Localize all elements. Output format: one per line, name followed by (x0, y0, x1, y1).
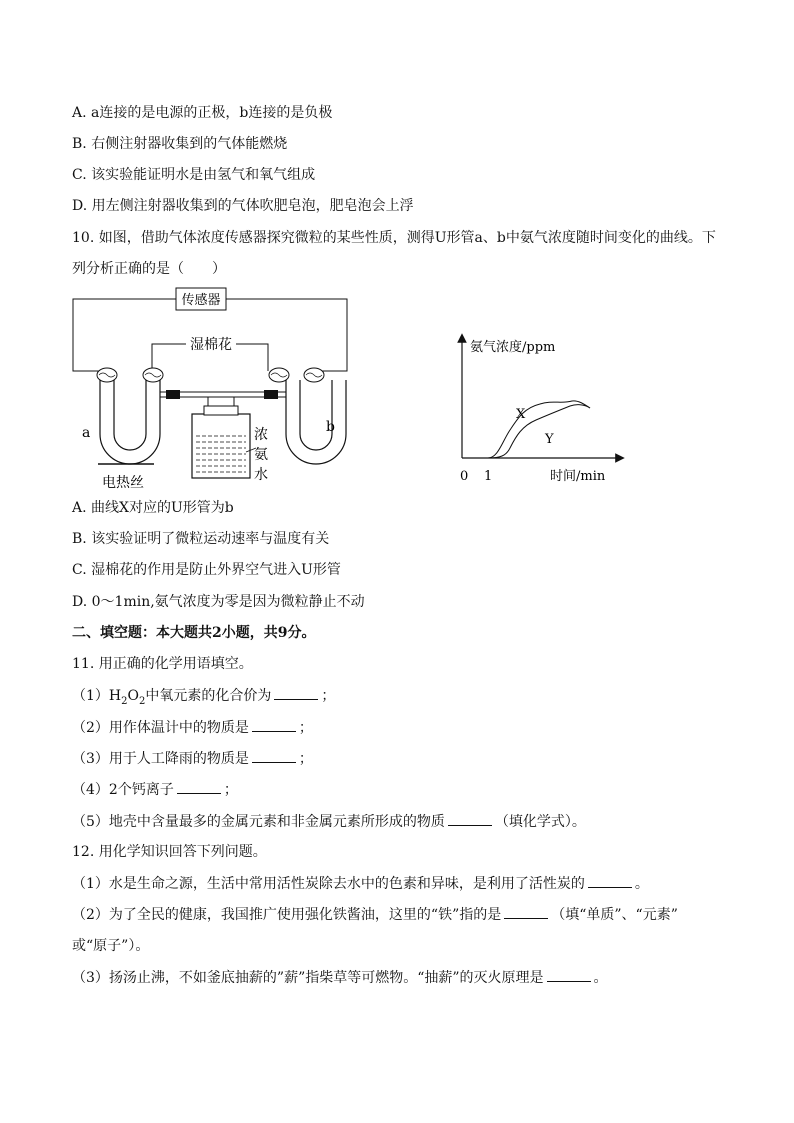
curve-y-label: Y (545, 432, 554, 447)
tick-1-label: 1 (484, 469, 493, 484)
answer-blank (588, 874, 632, 888)
q12-stem: 12. 用化学知识回答下列问题。 (72, 844, 267, 860)
ammonia-bottle (192, 414, 250, 478)
label-a: a (82, 425, 91, 441)
section-2-heading: 二、填空题：本大题共2小题，共9分。 (72, 625, 316, 641)
answer-blank (177, 780, 221, 794)
u-tube-b (286, 380, 346, 464)
curve-y (488, 405, 590, 458)
q9-option-c: C. 该实验能证明水是由氢气和氧气组成 (72, 167, 316, 183)
concentration-chart (452, 330, 632, 490)
q12-part-2: （2）为了全民的健康，我国推广使用强化铁酱油，这里的“铁”指的是 （填“单质”、“元素” (72, 907, 678, 923)
ammonia-label-2: 氨 (254, 447, 268, 463)
q10-option-c: C. 湿棉花的作用是防止外界空气进入U形管 (72, 562, 341, 578)
q10-stem-line1: 10. 如图，借助气体浓度传感器探究微粒的某些性质，测得U形管a、b中氨气浓度随时间变化的曲线。下 (72, 230, 716, 246)
answer-blank (252, 749, 296, 763)
answer-blank (504, 905, 548, 919)
q10-stem-line2: 列分析正确的是（ ） (72, 261, 226, 277)
q10-option-d: D. 0～1min,氨气浓度为零是因为微粒静止不动 (72, 594, 365, 610)
q9-option-d: D. 用左侧注射器收集到的气体吹肥皂泡，肥皂泡会上浮 (72, 198, 414, 214)
q11-stem: 11. 用正确的化学用语填空。 (72, 656, 253, 672)
q10-option-a: A. 曲线X对应的U形管为b (72, 500, 234, 516)
apparatus-figure (68, 284, 368, 494)
q11-part-1: $(1)H_2O_2$中氧元素的化合价为 ； (72, 688, 336, 707)
answer-blank (274, 686, 318, 700)
q12-part-1: （1）水是生命之源，生活中常用活性炭除去水中的色素和异味，是利用了活性炭的 。 (72, 876, 649, 892)
y-axis-label: 氨气浓度/ppm (470, 340, 556, 355)
label-b: b (326, 419, 335, 435)
cotton-label: 湿棉花 (190, 337, 232, 353)
answer-blank (448, 812, 492, 826)
answer-blank (547, 968, 591, 982)
q11-part-5: （5）地壳中含量最多的金属元素和非金属元素所形成的物质 （填化学式）。 (72, 814, 586, 830)
q11-part-4: （4）2个钙离子 ； (72, 782, 238, 798)
curve-x-label: X (516, 407, 526, 422)
q11-part-3: （3）用于人工降雨的物质是 ； (72, 751, 313, 767)
origin-label: 0 (460, 469, 469, 484)
heater-label: 电热丝 (102, 475, 144, 491)
ammonia-label-1: 浓 (254, 427, 268, 443)
q9-option-b: B. 右侧注射器收集到的气体能燃烧 (72, 136, 288, 152)
q9-option-a: A. a连接的是电源的正极，b连接的是负极 (72, 105, 333, 121)
curve-x (488, 401, 590, 458)
x-axis-label: 时间/min (550, 469, 606, 484)
u-tube-a (100, 380, 160, 464)
q10-option-b: B. 该实验证明了微粒运动速率与温度有关 (72, 531, 330, 547)
q11-part-2: （2）用作体温计中的物质是 ； (72, 720, 313, 736)
q12-part-2-cont: 或“原子”）。 (72, 938, 150, 954)
q12-part-3: （3）扬汤止沸，不如釜底抽薪的”薪”指柴草等可燃物。“抽薪”的灭火原理是 。 (72, 970, 608, 986)
sensor-label: 传感器 (181, 293, 221, 308)
ammonia-label-3: 水 (254, 467, 268, 483)
answer-blank (252, 718, 296, 732)
